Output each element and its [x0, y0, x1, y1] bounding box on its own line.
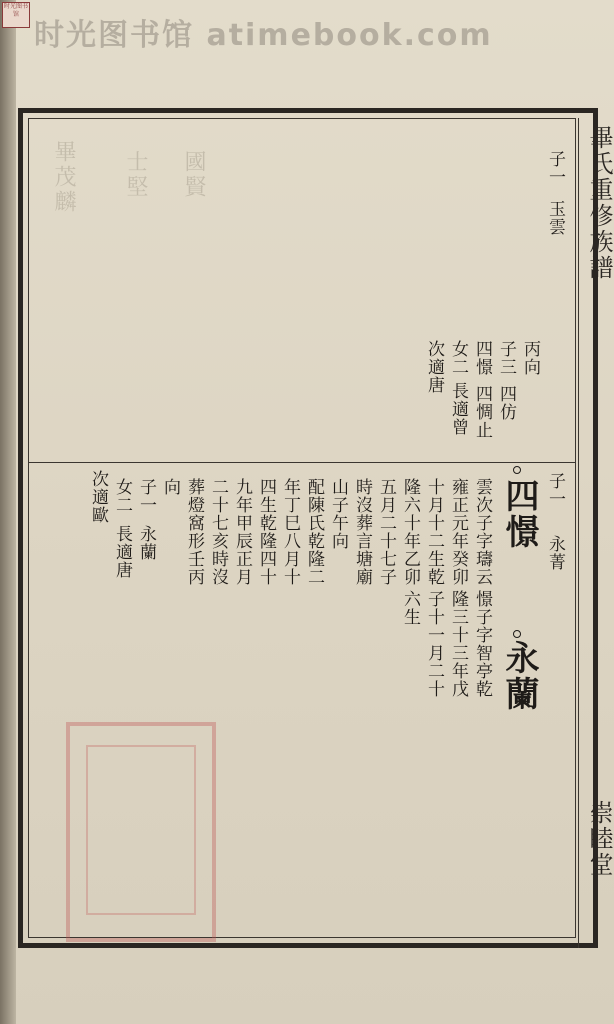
upper-child-label: 子一 — [545, 150, 565, 186]
bio-column: 六生 — [400, 590, 420, 626]
bio-column: 雍正元年癸卯 — [448, 478, 468, 586]
upper-sons-count: 子三 — [496, 340, 516, 376]
library-seal-inner — [86, 745, 196, 915]
bio-column: 子十一月二十 — [424, 590, 444, 698]
bio-column: 隆三十三年戊 — [448, 590, 468, 698]
bio-column: 二十七亥時沒 — [208, 478, 228, 586]
bio-column: 隆六十年乙卯 — [400, 478, 420, 586]
binding-edge — [0, 0, 16, 1024]
lineage-marker — [513, 466, 521, 474]
bio-column: 四生乾隆四十 — [256, 478, 276, 586]
person-name: 四憬 — [499, 478, 539, 550]
bio-column: 雲次子字璹云 — [472, 478, 492, 586]
bio-column: 葬燈窩形壬丙 — [184, 478, 204, 586]
upper-son-name: 四憬 — [472, 340, 492, 376]
children-label: 子一 — [136, 478, 156, 514]
bio-column: 向 — [160, 478, 180, 496]
bio-column: 時沒葬言塘廟 — [352, 478, 372, 586]
bio-column: 配陳氏乾隆二 — [304, 478, 324, 586]
genealogy-title: 畢氏重修族譜 — [585, 125, 613, 281]
upper-daughter-note: 長適曾 — [448, 382, 468, 436]
bio-column: 憬子字智亭乾 — [472, 590, 492, 698]
upper-daughter-note: 次適唐 — [424, 340, 444, 394]
daughters-label: 女二 — [112, 478, 132, 514]
lineage-marker — [513, 630, 521, 638]
lower-child-name: 永菁 — [545, 535, 565, 571]
upper-daughters-count: 女二 — [448, 340, 468, 376]
daughter-note: 長適唐 — [112, 525, 132, 579]
bleed-through-text: 國賢 — [181, 150, 206, 200]
child-name: 永蘭 — [136, 525, 156, 561]
upper-son-name: 四惆止 — [472, 385, 492, 439]
upper-child-name: 玉雲 — [545, 200, 565, 236]
person-name: 永蘭 — [499, 640, 539, 712]
lower-child-label: 子一 — [545, 472, 565, 508]
daughter-note: 次適歐 — [88, 470, 108, 524]
upper-direction: 丙向 — [520, 340, 540, 376]
bio-column: 山子午向 — [328, 478, 348, 550]
section-divider — [28, 462, 576, 463]
hall-name: 崇睦堂 — [585, 800, 613, 878]
bio-column: 九年甲辰正月 — [232, 478, 252, 586]
bleed-through-text: 士堅 — [123, 150, 148, 200]
upper-son-name: 四仿 — [496, 385, 516, 421]
bio-column: 十月十二生乾 — [424, 478, 444, 586]
bio-column: 年丁巳八月十 — [280, 478, 300, 586]
bio-column: 五月二十七子 — [376, 478, 396, 586]
bleed-through-text: 畢茂麟 — [51, 140, 76, 215]
watermark: 时光图书馆 atimebook.com — [34, 18, 493, 53]
corner-stamp: 时光图书馆 — [2, 2, 30, 28]
